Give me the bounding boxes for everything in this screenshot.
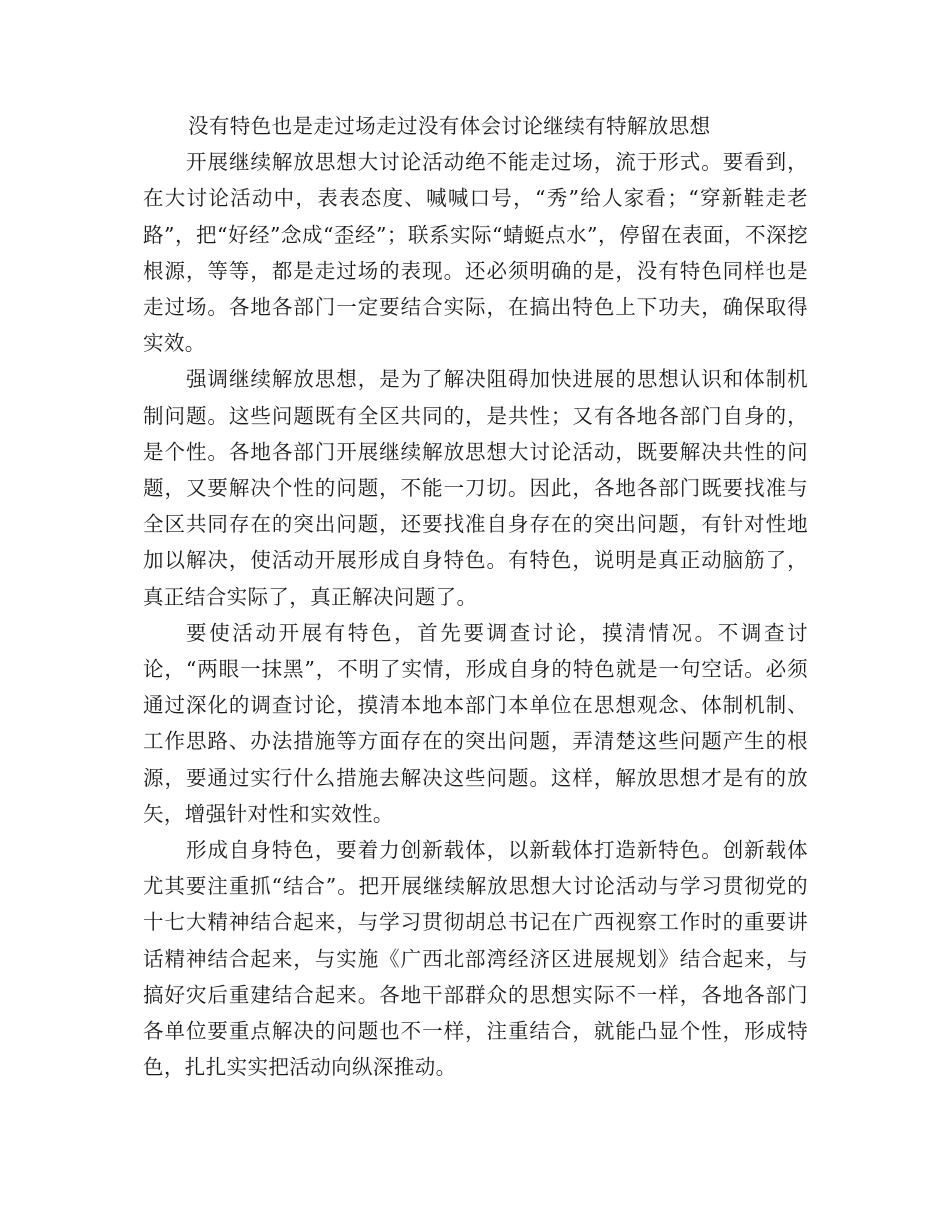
paragraph-3: 要使活动开展有特色，首先要调查讨论，摸清情况。不调查讨论，“两眼一抹黑”，不明了实情，形成自身的特色就是一句空话。必须通过深化的调查讨论，摸清本地本部门本单位在思想观念、体制机制、工作思路、办法措施等方面存在的突出问题，弄清楚这些问题产生的根源，要通过实行什么措施去解决这些问题。这样，解放思想才是有的放矢，增强针对性和实效性。 [143,620,808,826]
document-title: 没有特色也是走过场走过没有体会讨论继续有特解放思想 [188,114,711,138]
paragraph-2: 强调继续解放思想，是为了解决阻碍加快进展的思想认识和体制机制问题。这些问题既有全区共同的，是共性；又有各地各部门自身的，是个性。各地各部门开展继续解放思想大讨论活动，既要解决共性的问题，又要解决个性的问题，不能一刀切。因此，各地各部门既要找准与全区共同存在的突出问题，还要找准自身存在的突出问题，有针对性地加以解决，使活动开展形成自身特色。有特色，说明是真正动脑筋了，真正结合实际了，真正解决问题了。 [143,367,808,609]
paragraph-1: 开展继续解放思想大讨论活动绝不能走过场，流于形式。要看到，在大讨论活动中，表表态度、喊喊口号，“秀”给人家看；“穿新鞋走老路”，把“好经”念成“歪经”；联系实际“蜻蜓点水”，停留在表面，不深挖根源，等等，都是走过场的表现。还必须明确的是，没有特色同样也是走过场。各地各部门一定要结合实际，在搞出特色上下功夫，确保取得实效。 [143,150,808,356]
document-body [143,108,808,1085]
paragraph-4: 形成自身特色，要着力创新载体，以新载体打造新特色。创新载体尤其要注重抓“结合”。把开展继续解放思想大讨论活动与学习贯彻党的十七大精神结合起来，与学习贯彻胡总书记在广西视察工作时的重要讲话精神结合起来，与实施《广西北部湾经济区进展规划》结合起来，与搞好灾后重建结合起来。各地干部群众的思想实际不一样，各地各部门各单位要重点解决的问题也不一样，注重结合，就能凸显个性，形成特色，扎扎实实把活动向纵深推动。 [143,838,808,1080]
